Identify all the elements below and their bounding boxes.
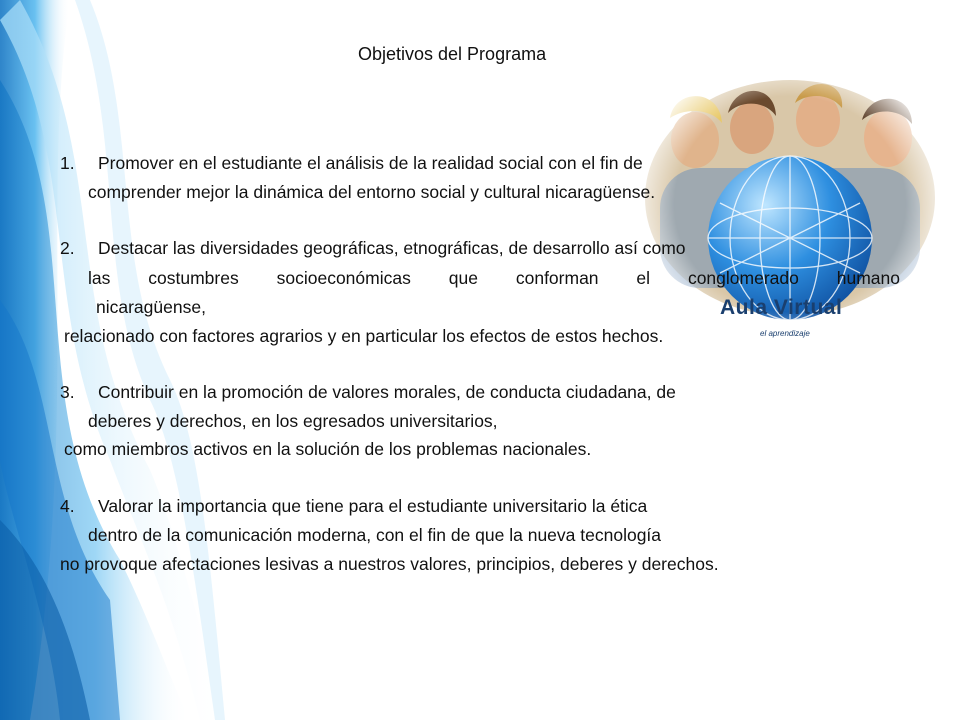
objective-4-line-1: 4. Valorar la importancia que tiene para el estudiante universitario la ética: [60, 496, 648, 516]
objective-4-line-3: no provoque afectaciones lesivas a nuestros valores, principios, deberes y derechos.: [60, 554, 719, 574]
aula-virtual-logo-text: Aula Virtual: [720, 296, 843, 319]
objective-3-line-1: 3. Contribuir en la promoción de valores morales, de conducta ciudadana, de: [60, 382, 676, 402]
objective-1-line-2: comprender mejor la dinámica del entorno social y cultural nicaragüense.: [88, 182, 656, 202]
slide-title: Objetivos del Programa: [358, 44, 547, 64]
objective-2-number: 2.: [60, 238, 75, 258]
objective-3-line-2: deberes y derechos, en los egresados universitarios,: [88, 411, 498, 431]
objective-4-line-2: dentro de la comunicación moderna, con el fin de que la nueva tecnología: [88, 525, 662, 545]
objective-2-line-2: las costumbres socioeconómicas que conforman el conglomerado humano: [88, 268, 900, 288]
objective-4-number: 4.: [60, 496, 75, 516]
aula-virtual-tagline: el aprendizaje: [760, 329, 810, 338]
left-blue-streaks: [0, 0, 240, 720]
objective-2-line-4: relacionado con factores agrarios y en particular los efectos de estos hechos.: [64, 326, 664, 346]
objective-3-number: 3.: [60, 382, 75, 402]
objective-1-number: 1.: [60, 153, 75, 173]
objective-1-line-1: 1. Promover en el estudiante el análisis de la realidad social con el fin de: [60, 153, 643, 173]
objective-2-line-3: nicaragüense,: [96, 297, 206, 317]
objective-2-line-1: 2. Destacar las diversidades geográficas, etnográficas, de desarrollo así como: [60, 238, 686, 258]
objective-3-line-3: como miembros activos en la solución de los problemas nacionales.: [64, 439, 592, 459]
